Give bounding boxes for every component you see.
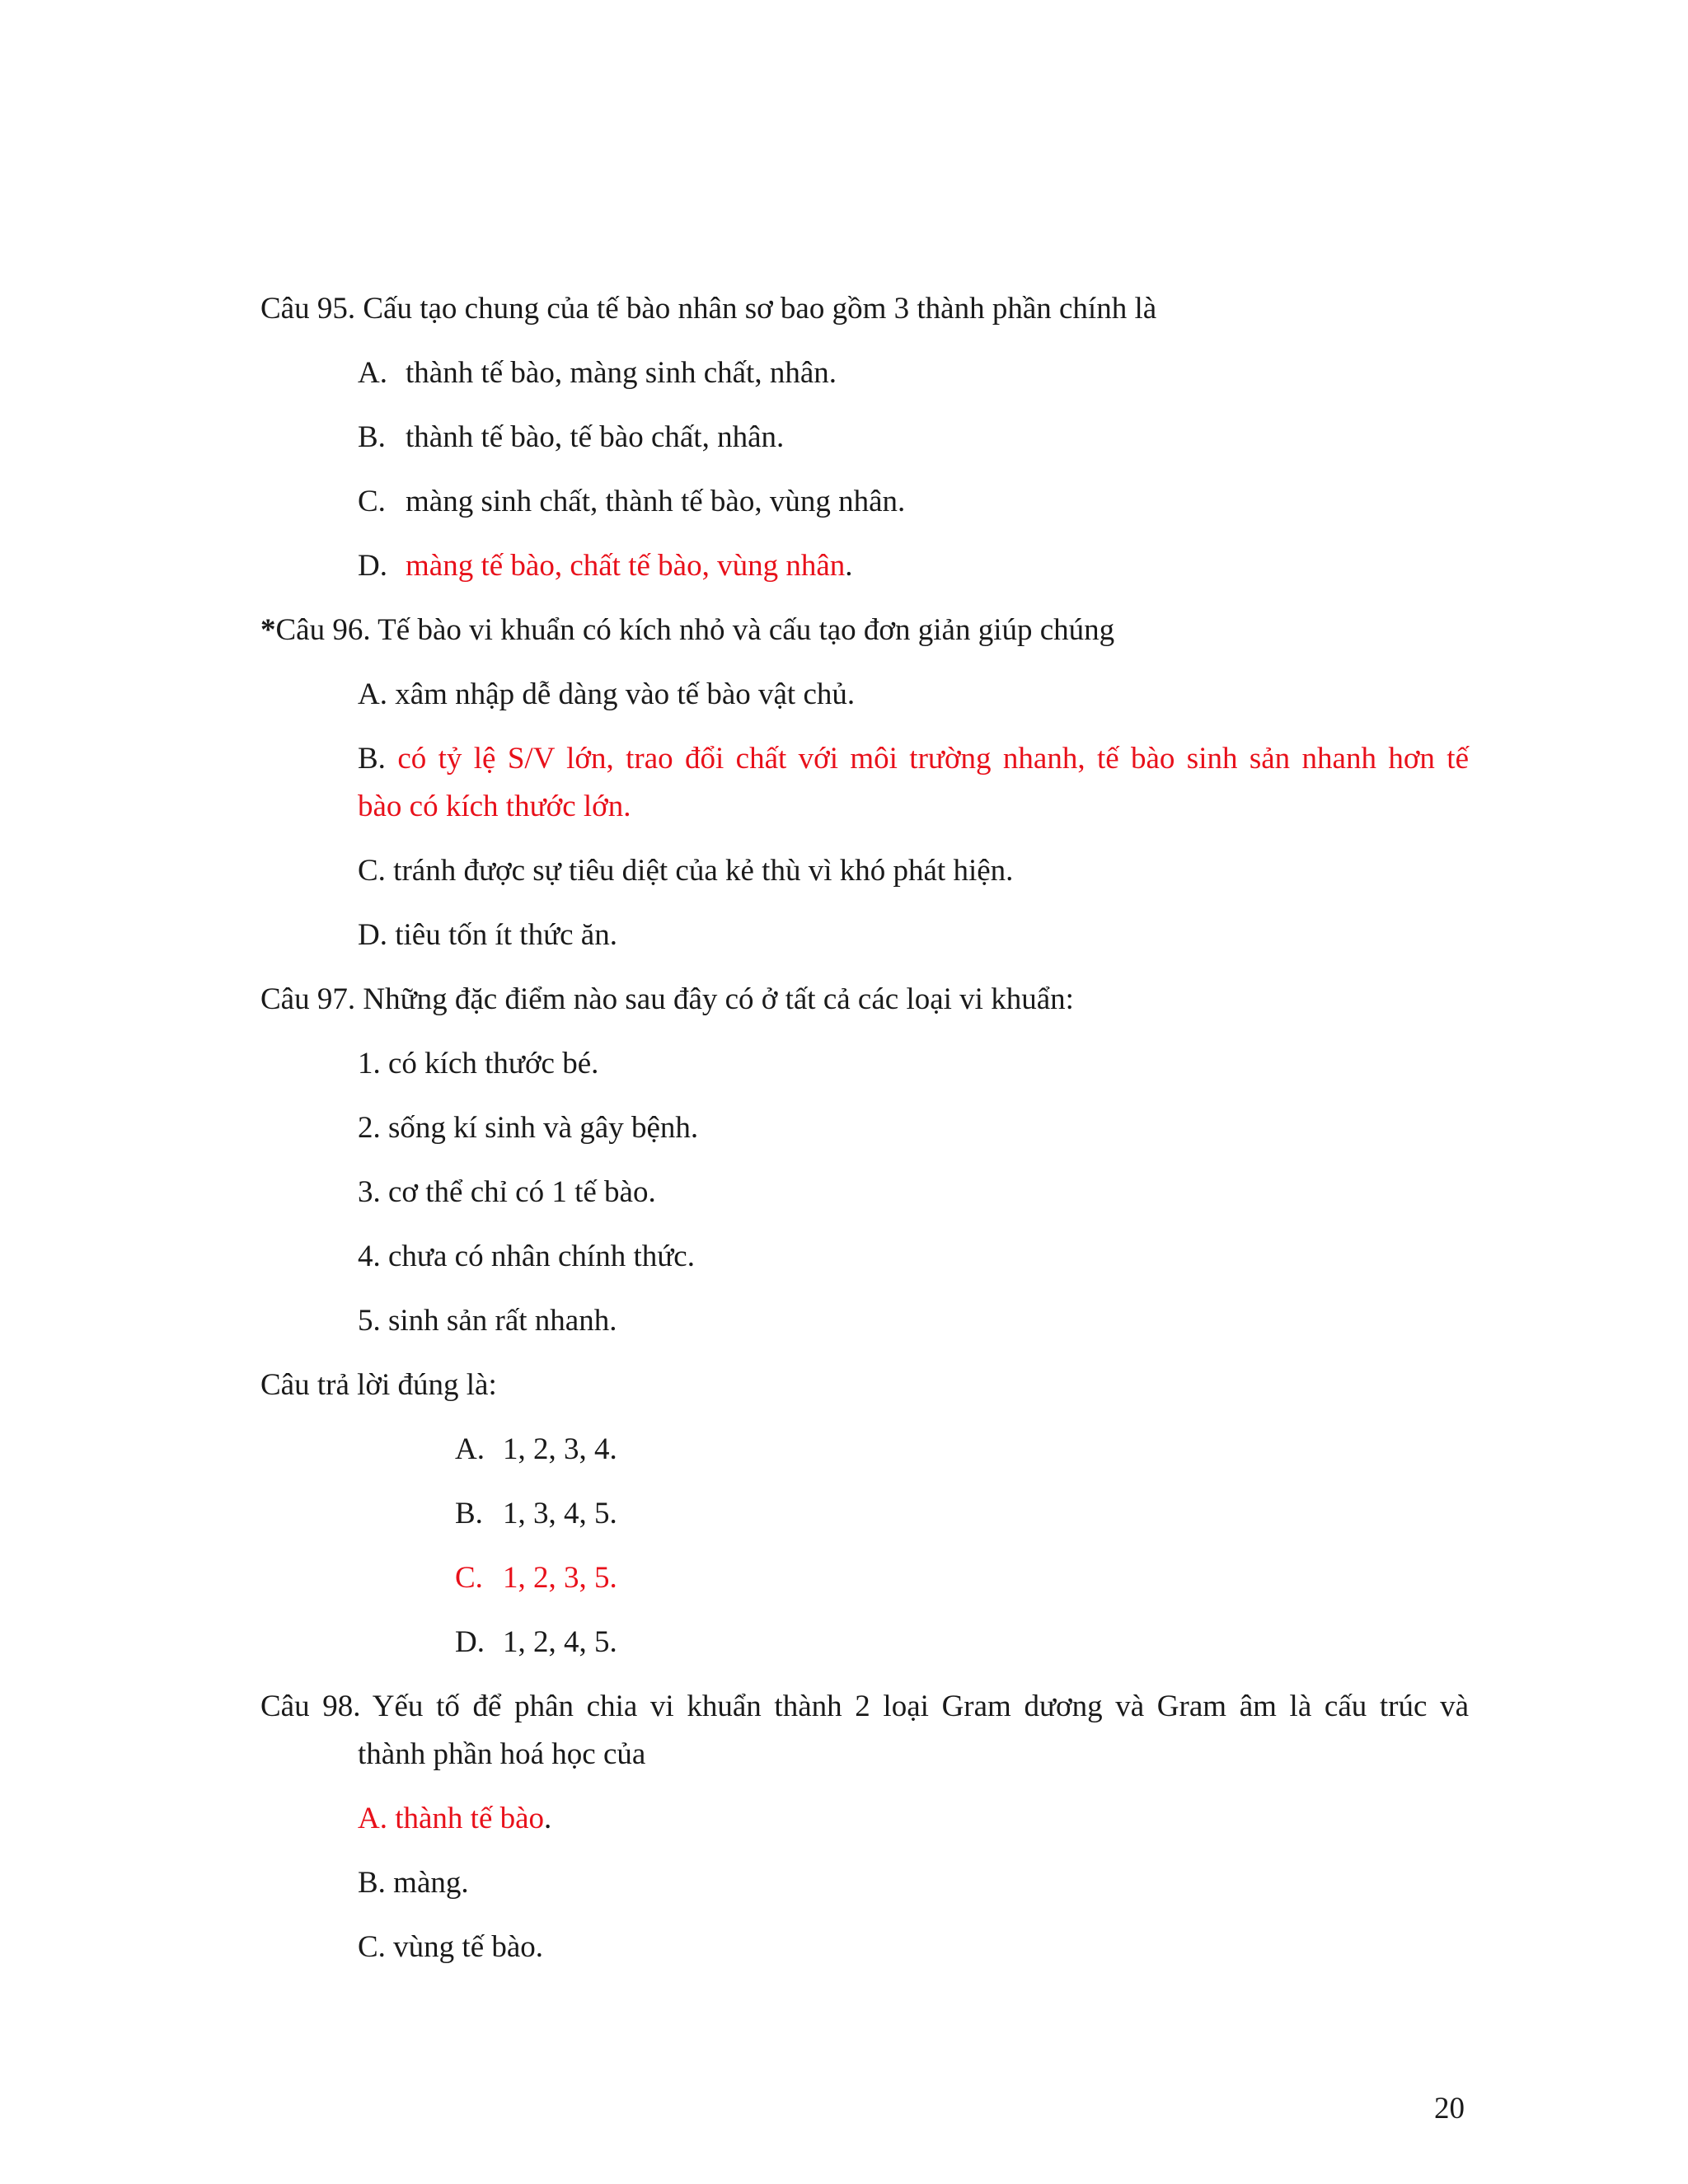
question-95-stem: Câu 95. Cấu tạo chung của tế bào nhân sơ bao gồm 3 thành phần chính là	[260, 292, 1157, 326]
option-text: 1, 2, 4, 5.	[503, 1625, 617, 1659]
statement-4: 4. chưa có nhân chính thức.	[358, 1240, 695, 1273]
option-tail: .	[845, 549, 853, 583]
question-96-stem-text: Câu 96. Tế bào vi khuẩn có kích nhỏ và cấu tạo đơn giản giúp chúng	[275, 613, 1115, 647]
question-95-option-c	[358, 486, 905, 517]
option-text: thành tế bào, tế bào chất, nhân.	[406, 420, 785, 454]
question-96-stem	[260, 615, 1114, 645]
question-97-option-a	[455, 1434, 617, 1465]
question-95-option-b	[358, 422, 784, 452]
correct-answer-text: có tỷ lệ S/V lớn, trao đổi chất với môi trường nhanh, tế bào sinh sản nhanh hơn tế	[397, 742, 1469, 776]
option-letter: A.	[358, 356, 387, 390]
option-letter: A.	[455, 1432, 485, 1466]
question-97-option-b	[455, 1498, 617, 1529]
option-text: 1, 3, 4, 5.	[503, 1497, 617, 1530]
option-letter: B.	[455, 1497, 483, 1530]
question-98-stem-line2: thành phần hoá học của	[358, 1737, 646, 1771]
question-96-option-c: C. tránh được sự tiêu diệt của kẻ thù vì khó phát hiện.	[358, 854, 1014, 888]
statement-5: 5. sinh sản rất nhanh.	[358, 1304, 617, 1338]
question-96-option-b-line1	[358, 743, 1469, 774]
option-text: thành tế bào, màng sinh chất, nhân.	[406, 356, 837, 390]
question-98-option-c: C. vùng tế bào.	[358, 1930, 544, 1964]
question-97-option-d	[455, 1627, 617, 1657]
option-letter: D.	[358, 549, 387, 583]
correct-answer-text: màng tế bào, chất tế bào, vùng nhân	[406, 549, 846, 583]
question-96-option-d: D. tiêu tốn ít thức ăn.	[358, 918, 617, 952]
statement-2: 2. sống kí sinh và gây bệnh.	[358, 1111, 699, 1145]
question-96-option-b-line2: bào có kích thước lớn.	[358, 790, 631, 823]
option-letter: B.	[358, 742, 386, 776]
option-tail: .	[544, 1802, 552, 1835]
statement-1: 1. có kích thước bé.	[358, 1047, 599, 1080]
question-95-option-a	[358, 358, 837, 388]
option-letter: D.	[455, 1625, 485, 1659]
correct-answer-text: A. thành tế bào	[358, 1802, 545, 1835]
option-letter: C.	[358, 485, 386, 518]
question-97-option-c	[455, 1563, 617, 1593]
page-number: 20	[1434, 2092, 1465, 2125]
question-95-option-d	[358, 551, 853, 581]
question-98-option-b: B. màng.	[358, 1866, 469, 1900]
option-letter: B.	[358, 420, 386, 454]
star-marker: *	[260, 613, 276, 647]
option-text: màng sinh chất, thành tế bào, vùng nhân.	[406, 485, 906, 518]
option-letter: C.	[455, 1561, 483, 1595]
option-text: 1, 2, 3, 4.	[503, 1432, 617, 1466]
statement-3: 3. cơ thể chỉ có 1 tế bào.	[358, 1175, 656, 1209]
question-97-stem: Câu 97. Những đặc điểm nào sau đây có ở tất cả các loại vi khuẩn:	[260, 982, 1074, 1016]
question-98-option-a	[358, 1803, 551, 1834]
question-96-option-a: A. xâm nhập dễ dàng vào tế bào vật chủ.	[358, 677, 856, 711]
question-98-stem-line1: Câu 98. Yếu tố để phân chia vi khuẩn thành 2 loại Gram dương và Gram âm là cấu trúc và	[260, 1690, 1469, 1723]
correct-answer-text: 1, 2, 3, 5.	[503, 1561, 617, 1595]
answer-prompt: Câu trả lời đúng là:	[260, 1368, 497, 1402]
